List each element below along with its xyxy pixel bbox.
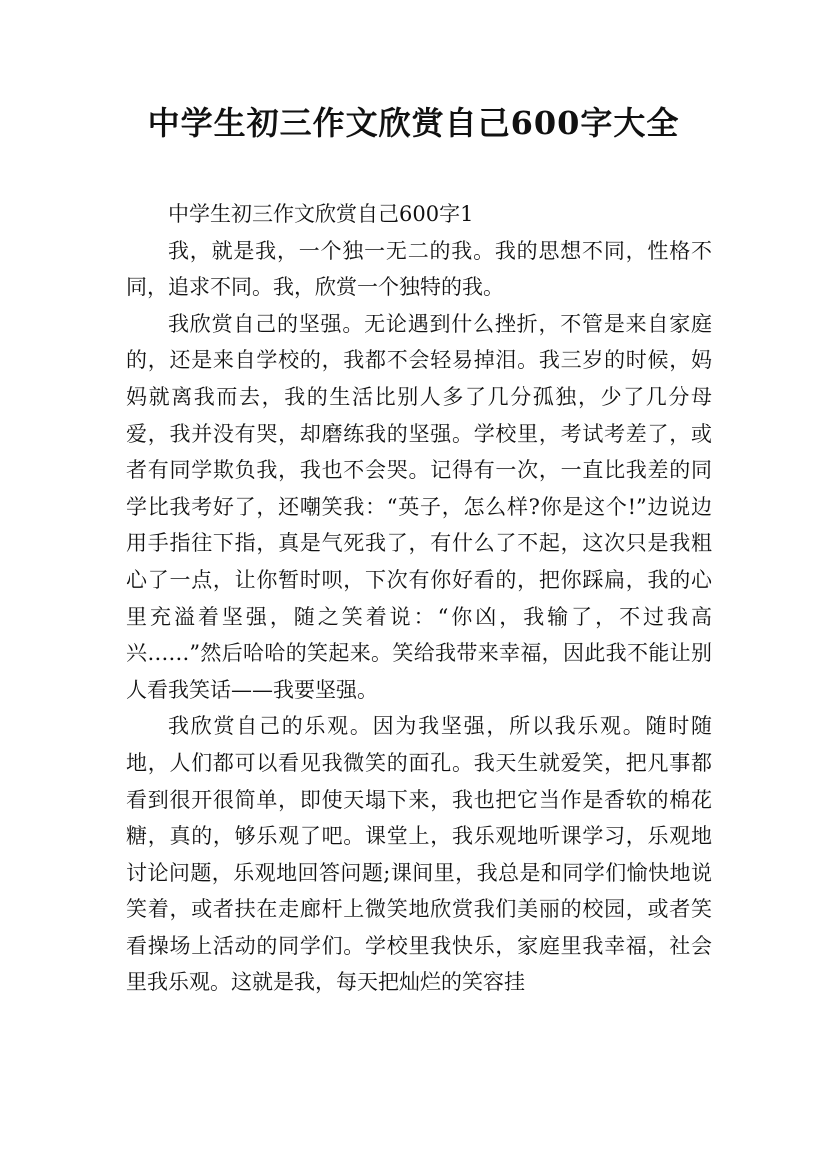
paragraph-optimism: 我欣赏自己的乐观。因为我坚强，所以我乐观。随时随地，人们都可以看见我微笑的面孔。我天生就爱笑，把凡事都看到很开很简单，即使天塌下来，我也把它当作是香软的棉花糖，真的，够乐观了吧。课堂上，我乐观地听课学习，乐观地讨论问题，乐观地回答问题;课间里，我总是和同学们愉快地说笑着，或者扶在走廊杆上微笑地欣赏我们美丽的校园，或者笑看操场上活动的同学们。学校里我快乐，家庭里我幸福，社会里我乐观。这就是我，每天把灿烂的笑容挂 <box>126 714 712 995</box>
paragraph-intro: 我，就是我，一个独一无二的我。我的思想不同，性格不同，追求不同。我，欣赏一个独特的我。 <box>126 238 712 300</box>
document-body <box>126 196 712 1001</box>
paragraph-strength: 我欣赏自己的坚强。无论遇到什么挫折，不管是来自家庭的，还是来自学校的，我都不会轻易掉泪。我三岁的时候，妈妈就离我而去，我的生活比别人多了几分孤独，少了几分母爱，我并没有哭，却磨练我的坚强。学校里，考试考差了，或者有同学欺负我，我也不会哭。记得有一次，一直比我差的同学比我考好了，还嘲笑我：“英子，怎么样?你是这个!”边说边用手指往下指，真是气死我了，有什么了不起，这次只是我粗心了一点，让你暂时呗，下次有你好看的，把你踩扁，我的心里充溢着坚强，随之笑着说：“你凶，我输了，不过我高兴……”然后哈哈的笑起来。笑给我带来幸福，因此我不能让别人看我笑话——我要坚强。 <box>126 311 712 702</box>
document-title: 中学生初三作文欣赏自己600字大全 <box>147 104 680 142</box>
essay-subheading: 中学生初三作文欣赏自己600字1 <box>168 202 474 226</box>
